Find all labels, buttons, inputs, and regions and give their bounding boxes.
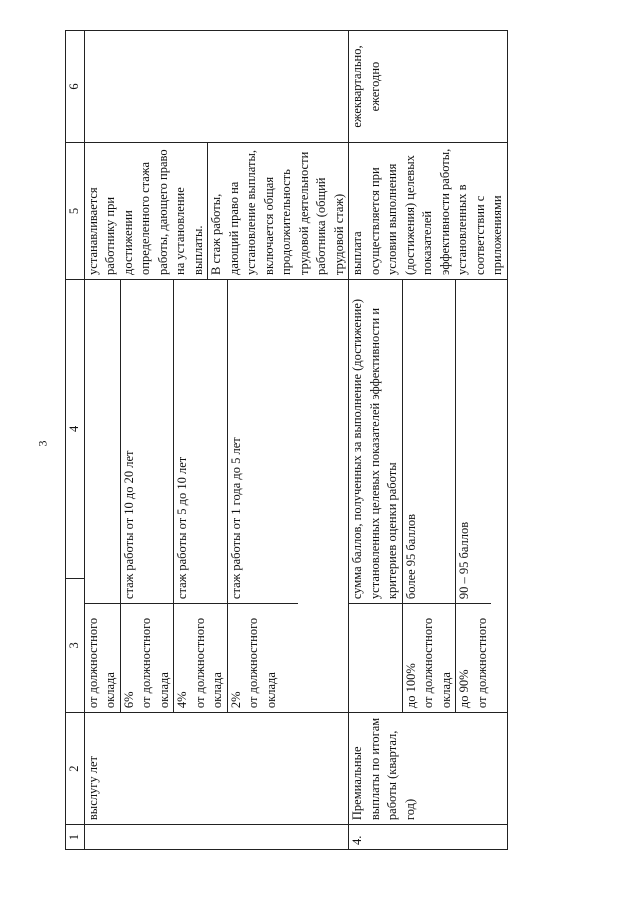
tier-row [174, 280, 228, 712]
page-number: 3 [35, 440, 50, 447]
tier-unit: от должностного оклада [246, 617, 278, 709]
column-header: 2 [66, 713, 85, 825]
tier-size: 2% [228, 691, 243, 709]
cell-period: ежеквартально, ежегодно [349, 31, 508, 143]
tier-size: до 100% [403, 663, 418, 709]
column-header: 1 [66, 825, 85, 850]
tier-row [120, 280, 174, 712]
tier-condition: стаж работы от 5 до 10 лет [174, 280, 228, 604]
tier-row [456, 280, 492, 712]
column-header: 6 [66, 31, 85, 143]
column-header: 5 [66, 143, 85, 280]
bonus-criteria: сумма баллов, полученных за выполнение (достижение) установленных целевых показателей эффективности и критериев оценки работы [350, 298, 399, 600]
cell-procedure: выплата осуществляется при условии выполнения (достижения) целевых показателей эффективности работы, установленных в соответствии с приложениями [349, 143, 508, 280]
tier-size: 4% [175, 691, 189, 709]
tier-size: до 90% [457, 669, 471, 709]
column-header: 3 [66, 578, 85, 712]
bonus-subtable [349, 280, 491, 712]
procedure-text: В стаж работы, дающий право на установление выплаты, включается общая продолжительность трудовой деятельности работника (общий трудовой стаж) [207, 143, 348, 279]
tier-unit: от должностного оклада [139, 617, 171, 709]
tier-unit: от должностного оклада [421, 617, 453, 709]
payments-table [65, 30, 508, 850]
seniority-subtable [85, 280, 298, 712]
cell-procedure [84, 143, 349, 280]
procedure-text: устанавливается работнику при достижении определенного стажа работы, дающего право на установление выплаты. [85, 149, 205, 275]
first-unit: от должностного оклада [85, 604, 121, 713]
cell-tiers [349, 279, 508, 712]
cell-name: Премиальные выплаты по итогам работы (квартал, год) [349, 713, 508, 825]
tier-size: 6% [121, 691, 136, 709]
cell-name: выслугу лет [84, 713, 349, 825]
tier-unit: от должностного [474, 617, 489, 709]
rotated-page [65, 30, 504, 850]
tier-condition: стаж работы от 10 до 20 лет [120, 280, 174, 604]
tier-row [402, 280, 456, 712]
cell-number: 4. [349, 825, 508, 850]
column-header: 4 [66, 279, 85, 578]
header-row [66, 31, 85, 850]
table-row-seniority [84, 31, 349, 850]
cell-number [84, 825, 349, 850]
cell-period [84, 31, 349, 143]
table-row-bonus [349, 31, 508, 850]
tier-condition: 90 – 95 баллов [456, 280, 492, 604]
tier-unit: от должностного оклада [192, 617, 224, 709]
tier-condition: стаж работы от 1 года до 5 лет [227, 280, 298, 604]
tier-condition: более 95 баллов [402, 280, 456, 604]
tier-row [227, 280, 298, 712]
cell-tiers [84, 279, 349, 712]
